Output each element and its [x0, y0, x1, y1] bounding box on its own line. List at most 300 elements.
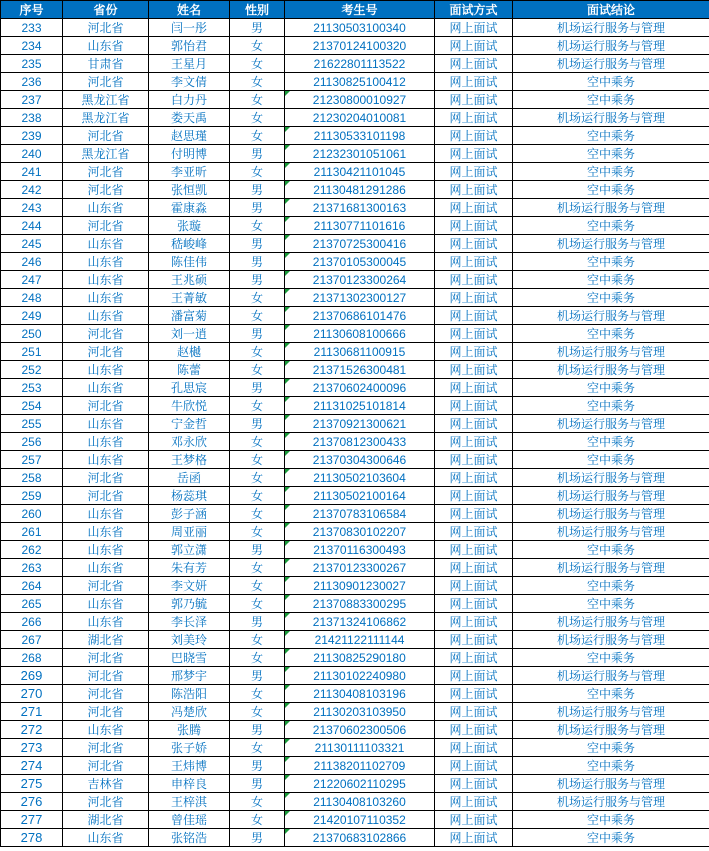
cell-interview-result: 空中乘务: [513, 649, 709, 667]
cell-interview-mode: 网上面试: [435, 505, 513, 523]
cell-interview-mode: 网上面试: [435, 523, 513, 541]
cell-province: 河北省: [63, 703, 149, 721]
cell-interview-mode: 网上面试: [435, 667, 513, 685]
cell-interview-mode: 网上面试: [435, 577, 513, 595]
cell-exam-number: 21138201102709: [285, 757, 435, 775]
cell-interview-result: 空中乘务: [513, 811, 709, 829]
table-row: [1, 253, 709, 271]
cell-interview-result: 机场运行服务与管理: [513, 487, 709, 505]
cell-name: 张恒凯: [149, 181, 230, 199]
cell-name: 王梓淇: [149, 793, 230, 811]
cell-seq: 262: [1, 541, 63, 559]
table-row: [1, 829, 709, 847]
cell-seq: 250: [1, 325, 63, 343]
cell-interview-result: 空中乘务: [513, 127, 709, 145]
cell-gender: 男: [230, 721, 285, 739]
table-row: [1, 325, 709, 343]
cell-name: 彭子涵: [149, 505, 230, 523]
table-row: [1, 37, 709, 55]
cell-gender: 男: [230, 181, 285, 199]
cell-exam-number: 21370123300264: [285, 271, 435, 289]
cell-interview-result: 机场运行服务与管理: [513, 109, 709, 127]
cell-exam-number: 21370105300045: [285, 253, 435, 271]
table-header: [1, 1, 709, 19]
cell-gender: 女: [230, 109, 285, 127]
cell-name: 张腾: [149, 721, 230, 739]
cell-interview-result: 空中乘务: [513, 163, 709, 181]
table-row: [1, 793, 709, 811]
cell-gender: 男: [230, 667, 285, 685]
cell-gender: 女: [230, 37, 285, 55]
cell-interview-result: 机场运行服务与管理: [513, 469, 709, 487]
cell-interview-mode: 网上面试: [435, 217, 513, 235]
cell-name: 赵思瑾: [149, 127, 230, 145]
cell-exam-number: 21370602300506: [285, 721, 435, 739]
cell-interview-mode: 网上面试: [435, 73, 513, 91]
cell-interview-result: 机场运行服务与管理: [513, 613, 709, 631]
cell-interview-mode: 网上面试: [435, 397, 513, 415]
table-row: [1, 127, 709, 145]
cell-exam-number: 21421122111144: [285, 631, 435, 649]
cell-interview-mode: 网上面试: [435, 775, 513, 793]
cell-seq: 267: [1, 631, 63, 649]
table-row: [1, 667, 709, 685]
cell-interview-mode: 网上面试: [435, 685, 513, 703]
cell-gender: 女: [230, 523, 285, 541]
cell-seq: 248: [1, 289, 63, 307]
cell-interview-mode: 网上面试: [435, 199, 513, 217]
cell-gender: 女: [230, 217, 285, 235]
cell-interview-result: 空中乘务: [513, 271, 709, 289]
cell-exam-number: 21370921300621: [285, 415, 435, 433]
table-row: [1, 307, 709, 325]
cell-province: 黑龙江省: [63, 109, 149, 127]
cell-seq: 244: [1, 217, 63, 235]
cell-province: 山东省: [63, 505, 149, 523]
table-row: [1, 73, 709, 91]
cell-seq: 241: [1, 163, 63, 181]
cell-name: 陈蕾: [149, 361, 230, 379]
header-gender: 性别: [230, 1, 285, 19]
cell-interview-result: 机场运行服务与管理: [513, 343, 709, 361]
cell-interview-result: 机场运行服务与管理: [513, 523, 709, 541]
table-row: [1, 199, 709, 217]
cell-exam-number: 21130825290180: [285, 649, 435, 667]
cell-name: 闫一彤: [149, 19, 230, 37]
cell-interview-mode: 网上面试: [435, 829, 513, 847]
cell-seq: 265: [1, 595, 63, 613]
cell-seq: 247: [1, 271, 63, 289]
cell-province: 河北省: [63, 757, 149, 775]
cell-province: 山东省: [63, 451, 149, 469]
cell-interview-mode: 网上面试: [435, 541, 513, 559]
cell-interview-result: 机场运行服务与管理: [513, 361, 709, 379]
cell-province: 河北省: [63, 397, 149, 415]
cell-province: 山东省: [63, 433, 149, 451]
cell-interview-result: 机场运行服务与管理: [513, 55, 709, 73]
table-row: [1, 433, 709, 451]
cell-province: 山东省: [63, 829, 149, 847]
table-row: [1, 631, 709, 649]
cell-name: 张璇: [149, 217, 230, 235]
cell-name: 巴晓雪: [149, 649, 230, 667]
cell-interview-result: 空中乘务: [513, 577, 709, 595]
cell-province: 河北省: [63, 217, 149, 235]
cell-province: 河北省: [63, 649, 149, 667]
cell-interview-mode: 网上面试: [435, 793, 513, 811]
cell-interview-result: 空中乘务: [513, 595, 709, 613]
cell-interview-mode: 网上面试: [435, 127, 513, 145]
header-exam-number: 考生号: [285, 1, 435, 19]
cell-seq: 273: [1, 739, 63, 757]
cell-gender: 女: [230, 685, 285, 703]
cell-interview-mode: 网上面试: [435, 325, 513, 343]
cell-province: 山东省: [63, 253, 149, 271]
cell-interview-result: 空中乘务: [513, 73, 709, 91]
cell-exam-number: 21370783106584: [285, 505, 435, 523]
cell-name: 朱有芳: [149, 559, 230, 577]
cell-interview-mode: 网上面试: [435, 109, 513, 127]
table-row: [1, 217, 709, 235]
cell-exam-number: 21370830102207: [285, 523, 435, 541]
cell-name: 刘一逍: [149, 325, 230, 343]
cell-exam-number: 21370883300295: [285, 595, 435, 613]
cell-gender: 女: [230, 793, 285, 811]
cell-province: 黑龙江省: [63, 91, 149, 109]
cell-interview-result: 空中乘务: [513, 379, 709, 397]
cell-seq: 242: [1, 181, 63, 199]
cell-interview-mode: 网上面试: [435, 595, 513, 613]
cell-exam-number: 21130825100412: [285, 73, 435, 91]
table-row: [1, 181, 709, 199]
cell-seq: 234: [1, 37, 63, 55]
cell-exam-number: 21230800010927: [285, 91, 435, 109]
cell-exam-number: 21130608100666: [285, 325, 435, 343]
cell-exam-number: 21371681300163: [285, 199, 435, 217]
cell-gender: 女: [230, 649, 285, 667]
cell-interview-mode: 网上面试: [435, 469, 513, 487]
cell-interview-mode: 网上面试: [435, 181, 513, 199]
cell-interview-mode: 网上面试: [435, 37, 513, 55]
cell-seq: 277: [1, 811, 63, 829]
cell-seq: 278: [1, 829, 63, 847]
cell-seq: 274: [1, 757, 63, 775]
table-row: [1, 613, 709, 631]
cell-exam-number: 21130901230027: [285, 577, 435, 595]
cell-interview-mode: 网上面试: [435, 55, 513, 73]
cell-interview-mode: 网上面试: [435, 145, 513, 163]
cell-exam-number: 21232301051061: [285, 145, 435, 163]
cell-name: 冯楚欣: [149, 703, 230, 721]
cell-gender: 女: [230, 505, 285, 523]
cell-gender: 男: [230, 271, 285, 289]
table-row: [1, 451, 709, 469]
table-row: [1, 703, 709, 721]
cell-gender: 男: [230, 19, 285, 37]
cell-interview-mode: 网上面试: [435, 343, 513, 361]
cell-exam-number: 21130681100915: [285, 343, 435, 361]
cell-seq: 264: [1, 577, 63, 595]
cell-province: 河北省: [63, 685, 149, 703]
cell-interview-mode: 网上面试: [435, 433, 513, 451]
cell-exam-number: 21130533101198: [285, 127, 435, 145]
cell-seq: 266: [1, 613, 63, 631]
cell-exam-number: 21230204010081: [285, 109, 435, 127]
cell-seq: 270: [1, 685, 63, 703]
cell-seq: 236: [1, 73, 63, 91]
cell-interview-result: 空中乘务: [513, 217, 709, 235]
cell-seq: 260: [1, 505, 63, 523]
cell-seq: 238: [1, 109, 63, 127]
cell-gender: 女: [230, 163, 285, 181]
cell-name: 霍康淼: [149, 199, 230, 217]
table-row: [1, 109, 709, 127]
cell-gender: 女: [230, 631, 285, 649]
cell-gender: 女: [230, 739, 285, 757]
table-row: [1, 19, 709, 37]
cell-gender: 女: [230, 289, 285, 307]
cell-interview-mode: 网上面试: [435, 361, 513, 379]
cell-seq: 261: [1, 523, 63, 541]
cell-gender: 男: [230, 253, 285, 271]
cell-name: 孔思宸: [149, 379, 230, 397]
cell-exam-number: 21420107110352: [285, 811, 435, 829]
cell-interview-result: 机场运行服务与管理: [513, 235, 709, 253]
cell-seq: 256: [1, 433, 63, 451]
cell-interview-mode: 网上面试: [435, 271, 513, 289]
cell-name: 张子娇: [149, 739, 230, 757]
header-interview-mode: 面试方式: [435, 1, 513, 19]
table-row: [1, 361, 709, 379]
cell-interview-result: 机场运行服务与管理: [513, 307, 709, 325]
cell-seq: 263: [1, 559, 63, 577]
cell-name: 李文妍: [149, 577, 230, 595]
cell-province: 山东省: [63, 361, 149, 379]
header-row: [1, 1, 709, 19]
cell-interview-mode: 网上面试: [435, 415, 513, 433]
cell-province: 河北省: [63, 19, 149, 37]
cell-exam-number: 21371302300127: [285, 289, 435, 307]
cell-name: 张铭浩: [149, 829, 230, 847]
cell-name: 王星月: [149, 55, 230, 73]
table-row: [1, 757, 709, 775]
table-row: [1, 685, 709, 703]
table-row: [1, 343, 709, 361]
cell-seq: 276: [1, 793, 63, 811]
cell-exam-number: 21622801113522: [285, 55, 435, 73]
cell-name: 宁金哲: [149, 415, 230, 433]
cell-gender: 女: [230, 577, 285, 595]
table-row: [1, 415, 709, 433]
cell-exam-number: 21130502103604: [285, 469, 435, 487]
cell-seq: 237: [1, 91, 63, 109]
cell-gender: 女: [230, 595, 285, 613]
cell-name: 王炜博: [149, 757, 230, 775]
header-province: 省份: [63, 1, 149, 19]
cell-name: 邓永欣: [149, 433, 230, 451]
cell-interview-result: 空中乘务: [513, 685, 709, 703]
table-row: [1, 505, 709, 523]
cell-seq: 233: [1, 19, 63, 37]
cell-interview-result: 机场运行服务与管理: [513, 559, 709, 577]
cell-gender: 男: [230, 325, 285, 343]
table-row: [1, 595, 709, 613]
cell-province: 河北省: [63, 343, 149, 361]
cell-gender: 女: [230, 559, 285, 577]
cell-gender: 男: [230, 541, 285, 559]
cell-province: 山东省: [63, 307, 149, 325]
cell-exam-number: 21370812300433: [285, 433, 435, 451]
cell-interview-mode: 网上面试: [435, 307, 513, 325]
cell-interview-result: 空中乘务: [513, 829, 709, 847]
cell-gender: 女: [230, 433, 285, 451]
cell-seq: 259: [1, 487, 63, 505]
cell-province: 河北省: [63, 739, 149, 757]
cell-interview-mode: 网上面试: [435, 649, 513, 667]
cell-province: 吉林省: [63, 775, 149, 793]
cell-interview-mode: 网上面试: [435, 163, 513, 181]
cell-name: 李长泽: [149, 613, 230, 631]
cell-exam-number: 21370304300646: [285, 451, 435, 469]
cell-seq: 271: [1, 703, 63, 721]
cell-interview-result: 空中乘务: [513, 541, 709, 559]
cell-province: 山东省: [63, 523, 149, 541]
cell-seq: 246: [1, 253, 63, 271]
cell-interview-result: 空中乘务: [513, 253, 709, 271]
table-row: [1, 523, 709, 541]
cell-name: 李亚昕: [149, 163, 230, 181]
cell-exam-number: 21371324106862: [285, 613, 435, 631]
cell-interview-result: 空中乘务: [513, 145, 709, 163]
cell-seq: 239: [1, 127, 63, 145]
cell-interview-mode: 网上面试: [435, 739, 513, 757]
cell-province: 山东省: [63, 37, 149, 55]
cell-interview-result: 空中乘务: [513, 289, 709, 307]
cell-province: 山东省: [63, 559, 149, 577]
cell-exam-number: 21370116300493: [285, 541, 435, 559]
cell-exam-number: 21131025101814: [285, 397, 435, 415]
cell-gender: 女: [230, 343, 285, 361]
cell-seq: 275: [1, 775, 63, 793]
cell-seq: 252: [1, 361, 63, 379]
cell-interview-result: 空中乘务: [513, 739, 709, 757]
cell-seq: 253: [1, 379, 63, 397]
cell-gender: 女: [230, 361, 285, 379]
table-row: [1, 487, 709, 505]
cell-name: 岳函: [149, 469, 230, 487]
cell-interview-result: 机场运行服务与管理: [513, 505, 709, 523]
cell-name: 王菁敏: [149, 289, 230, 307]
cell-province: 河北省: [63, 181, 149, 199]
cell-name: 嵇峻峰: [149, 235, 230, 253]
cell-province: 湖北省: [63, 631, 149, 649]
cell-gender: 男: [230, 145, 285, 163]
cell-gender: 女: [230, 91, 285, 109]
cell-name: 王兆硕: [149, 271, 230, 289]
cell-name: 赵樾: [149, 343, 230, 361]
cell-interview-mode: 网上面试: [435, 613, 513, 631]
cell-exam-number: 21370602400096: [285, 379, 435, 397]
cell-seq: 245: [1, 235, 63, 253]
table-row: [1, 235, 709, 253]
table-row: [1, 271, 709, 289]
cell-name: 潘富菊: [149, 307, 230, 325]
cell-interview-mode: 网上面试: [435, 91, 513, 109]
cell-province: 山东省: [63, 595, 149, 613]
cell-seq: 249: [1, 307, 63, 325]
cell-name: 申梓良: [149, 775, 230, 793]
cell-interview-result: 机场运行服务与管理: [513, 793, 709, 811]
table-body: [1, 19, 709, 847]
cell-seq: 272: [1, 721, 63, 739]
cell-interview-mode: 网上面试: [435, 559, 513, 577]
cell-name: 陈佳伟: [149, 253, 230, 271]
cell-province: 甘肃省: [63, 55, 149, 73]
cell-province: 河北省: [63, 469, 149, 487]
cell-interview-result: 机场运行服务与管理: [513, 37, 709, 55]
cell-interview-result: 机场运行服务与管理: [513, 775, 709, 793]
cell-seq: 268: [1, 649, 63, 667]
cell-interview-result: 机场运行服务与管理: [513, 199, 709, 217]
header-seq: 序号: [1, 1, 63, 19]
cell-interview-mode: 网上面试: [435, 19, 513, 37]
cell-province: 河北省: [63, 325, 149, 343]
cell-interview-mode: 网上面试: [435, 487, 513, 505]
cell-name: 牛欣悦: [149, 397, 230, 415]
cell-gender: 男: [230, 775, 285, 793]
cell-interview-mode: 网上面试: [435, 451, 513, 469]
cell-gender: 男: [230, 757, 285, 775]
cell-seq: 257: [1, 451, 63, 469]
cell-interview-result: 空中乘务: [513, 757, 709, 775]
cell-interview-mode: 网上面试: [435, 379, 513, 397]
table-row: [1, 55, 709, 73]
cell-interview-mode: 网上面试: [435, 811, 513, 829]
cell-name: 刘美玲: [149, 631, 230, 649]
header-name: 姓名: [149, 1, 230, 19]
cell-name: 李文倩: [149, 73, 230, 91]
cell-province: 山东省: [63, 271, 149, 289]
cell-interview-mode: 网上面试: [435, 235, 513, 253]
table-row: [1, 577, 709, 595]
cell-province: 山东省: [63, 415, 149, 433]
cell-seq: 235: [1, 55, 63, 73]
cell-gender: 男: [230, 235, 285, 253]
cell-exam-number: 21130408103196: [285, 685, 435, 703]
cell-name: 郭立潇: [149, 541, 230, 559]
cell-exam-number: 21130408103260: [285, 793, 435, 811]
cell-exam-number: 21130102240980: [285, 667, 435, 685]
cell-gender: 男: [230, 613, 285, 631]
cell-gender: 女: [230, 451, 285, 469]
cell-exam-number: 21370123300267: [285, 559, 435, 577]
cell-province: 河北省: [63, 793, 149, 811]
cell-province: 山东省: [63, 613, 149, 631]
cell-gender: 女: [230, 397, 285, 415]
table-row: [1, 739, 709, 757]
cell-exam-number: 21130502100164: [285, 487, 435, 505]
cell-gender: 女: [230, 127, 285, 145]
cell-province: 河北省: [63, 163, 149, 181]
table-row: [1, 775, 709, 793]
cell-province: 山东省: [63, 721, 149, 739]
cell-interview-result: 机场运行服务与管理: [513, 19, 709, 37]
cell-seq: 269: [1, 667, 63, 685]
cell-gender: 女: [230, 487, 285, 505]
cell-province: 河北省: [63, 487, 149, 505]
cell-exam-number: 21130421101045: [285, 163, 435, 181]
cell-name: 周亚丽: [149, 523, 230, 541]
